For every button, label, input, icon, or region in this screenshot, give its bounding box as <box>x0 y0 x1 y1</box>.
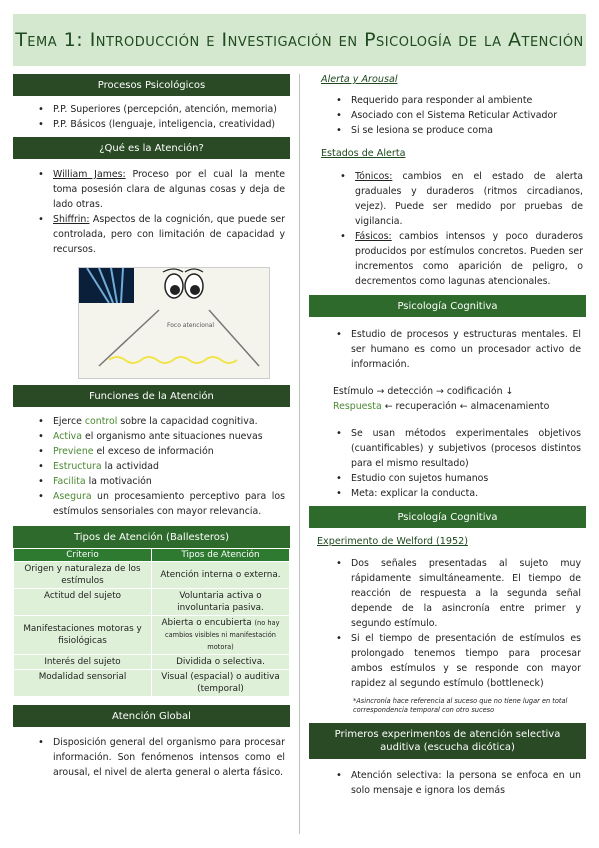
state-name: Tónicos: <box>355 171 393 182</box>
item-text: la motivación <box>85 476 152 487</box>
attention-figure <box>78 267 270 379</box>
table-cell: Visual (espacial) o auditiva (temporal) <box>152 670 290 697</box>
list-item: • Requerido para responder al ambiente <box>333 93 586 108</box>
list-item <box>35 429 285 444</box>
highlight-word: Activa <box>53 431 82 442</box>
table-cell: Voluntaria activa o involuntaria pasiva. <box>152 589 290 616</box>
list-item: • Meta: explicar la conducta. <box>333 486 581 501</box>
flow-rest: ← recuperación ← almacenamiento <box>381 401 550 412</box>
table-cell <box>152 616 290 655</box>
highlight-word: Asegura <box>53 491 92 502</box>
definition-text: Aspectos de la cognición, que puede ser controlada, pero con limitación de capacidad y recursos. <box>53 214 285 255</box>
table-cell: Modalidad sensorial <box>14 670 152 697</box>
right-column <box>309 74 586 798</box>
table-cell: Atención interna o externa. <box>152 562 290 589</box>
estados-title: Estados de Alerta <box>321 148 406 159</box>
author-name: William James: <box>53 169 126 180</box>
tipos-table <box>13 548 290 697</box>
section-header-procesos: Procesos Psicológicos <box>13 74 290 96</box>
item-text: el exceso de información <box>93 446 214 457</box>
cell-text: Abierta o encubierta <box>161 618 252 628</box>
alerta-list <box>333 93 586 138</box>
list-item <box>35 212 285 257</box>
table-cell: Actitud del sujeto <box>14 589 152 616</box>
list-item: • Atención selectiva: la persona se enfoca en un solo mensaje e ignora los demás <box>333 768 581 798</box>
section-header-selectiva: Primeros experimentos de atención selectiva auditiva (escucha dicótica) <box>309 723 586 759</box>
welford-list <box>333 556 581 691</box>
alerta-title: Alerta y Arousal <box>321 74 398 85</box>
list-item <box>337 169 583 229</box>
column-divider <box>299 74 300 834</box>
welford-title: Experimento de Welford (1952) <box>317 536 468 547</box>
title-bar <box>13 14 586 66</box>
state-text: cambios intensos y poco duraderos producidos por estímulos concretos. Pueden ser incrementos como aparición de peligro, o decrementos como lagunas atencionales. <box>355 231 583 287</box>
table-cell: Manifestaciones motoras y fisiológicas <box>14 616 152 655</box>
left-column <box>13 74 290 780</box>
state-text: cambios en el estado de alerta graduales y duraderos (ritmos circadianos, vejez). Puede ser medido por pruebas de vigilancia. <box>355 171 583 227</box>
highlight-word: Previene <box>53 446 94 457</box>
list-item <box>35 459 285 474</box>
state-name: Fásicos: <box>355 231 392 242</box>
table-cell: Dividida o selectiva. <box>152 655 290 670</box>
highlight-word: control <box>84 416 118 427</box>
list-item <box>35 489 285 519</box>
cell-note: (no hay cambios visibles ni manifestación motora) <box>165 619 280 651</box>
cognitiva-list-2 <box>333 426 581 501</box>
table-header-row <box>14 549 290 562</box>
section-header-tipos: Tipos de Atención (Ballesteros) <box>13 526 290 548</box>
list-item: • P.P. Básicos (lenguaje, inteligencia, creatividad) <box>35 117 290 132</box>
global-list <box>35 735 285 780</box>
item-text: un procesamiento perceptivo para los estímulos sensoriales con mayor relevancia. <box>53 491 285 517</box>
item-text: sobre la capacidad cognitiva. <box>117 416 258 427</box>
section-header-cognitiva-2: Psicología Cognitiva <box>309 506 586 528</box>
list-item <box>35 474 285 489</box>
processing-flow <box>333 384 586 414</box>
selectiva-list <box>333 768 581 798</box>
section-header-que-es: ¿Qué es la Atención? <box>13 137 290 159</box>
item-text: Ejerce <box>53 416 85 427</box>
list-item: • Se usan métodos experimentales objetivos (cuantificables) y subjetivos (procesos distintos para el mismo resultado) <box>333 426 581 471</box>
table-cell: Origen y naturaleza de los estímulos <box>14 562 152 589</box>
list-item <box>35 414 285 429</box>
item-text: el organismo ante situaciones nuevas <box>81 431 263 442</box>
item-text: la actividad <box>101 461 159 472</box>
section-header-funciones: Funciones de la Atención <box>13 385 290 407</box>
highlight-word: Estructura <box>53 461 102 472</box>
column-header: Criterio <box>14 549 152 562</box>
definition-text: Proceso por el cual la mente toma posesión clara de algunas cosas y deja de lado otras. <box>53 169 285 210</box>
author-name: Shiffrin: <box>53 214 90 225</box>
cognitiva-list-1 <box>333 327 581 372</box>
list-item: • P.P. Superiores (percepción, atención, memoria) <box>35 102 290 117</box>
table-row <box>14 670 290 697</box>
table-row <box>14 589 290 616</box>
table-row <box>14 616 290 655</box>
list-item <box>35 444 285 459</box>
list-item <box>35 167 285 212</box>
page-title: Tema 1: Introducción e Investigación en Psicología de la Atención <box>15 29 584 51</box>
list-item: • Asociado con el Sistema Reticular Activador <box>333 108 586 123</box>
highlight-word: Facilita <box>53 476 86 487</box>
list-item: • Disposición general del organismo para procesar información. Son fenómenos intensos como el arousal, el nivel de alerta general o alerta fásico. <box>35 735 285 780</box>
section-header-global: Atención Global <box>13 705 290 727</box>
list-item: • Dos señales presentadas al sujeto muy rápidamente simultáneamente. El tiempo de reacción de respuesta a la segunda señal depende de la asincronía entre primer y segundo estímulo. <box>333 556 581 631</box>
figure-label: Foco atencional <box>167 322 215 329</box>
procesos-list <box>35 102 290 132</box>
asincronia-note: *Asincronía hace referencia al suceso que no tiene lugar en total correspondencia temporal con otro suceso <box>353 697 568 714</box>
list-item: • Estudio de procesos y estructuras mentales. El ser humano es como un procesador activo de información. <box>333 327 581 372</box>
list-item: • Estudio con sujetos humanos <box>333 471 581 486</box>
table-row <box>14 655 290 670</box>
flow-response: Respuesta <box>333 401 382 412</box>
table-cell: Interés del sujeto <box>14 655 152 670</box>
estados-list <box>337 169 583 289</box>
list-item: • Si se lesiona se produce coma <box>333 123 586 138</box>
section-header-cognitiva-1: Psicología Cognitiva <box>309 295 586 317</box>
list-item <box>337 229 583 289</box>
flow-line-2 <box>333 399 586 414</box>
funciones-list <box>35 414 285 519</box>
table-row <box>14 562 290 589</box>
flow-line-1: Estímulo → detección → codificación ↓ <box>333 386 514 397</box>
column-header: Tipos de Atención <box>152 549 290 562</box>
que-es-list <box>35 167 285 257</box>
list-item: • Si el tiempo de presentación de estímulos es prolongado tenemos tiempo para procesar ambos estímulos y se responde con mayor rapidez al segundo estímulo (bottleneck) <box>333 631 581 691</box>
